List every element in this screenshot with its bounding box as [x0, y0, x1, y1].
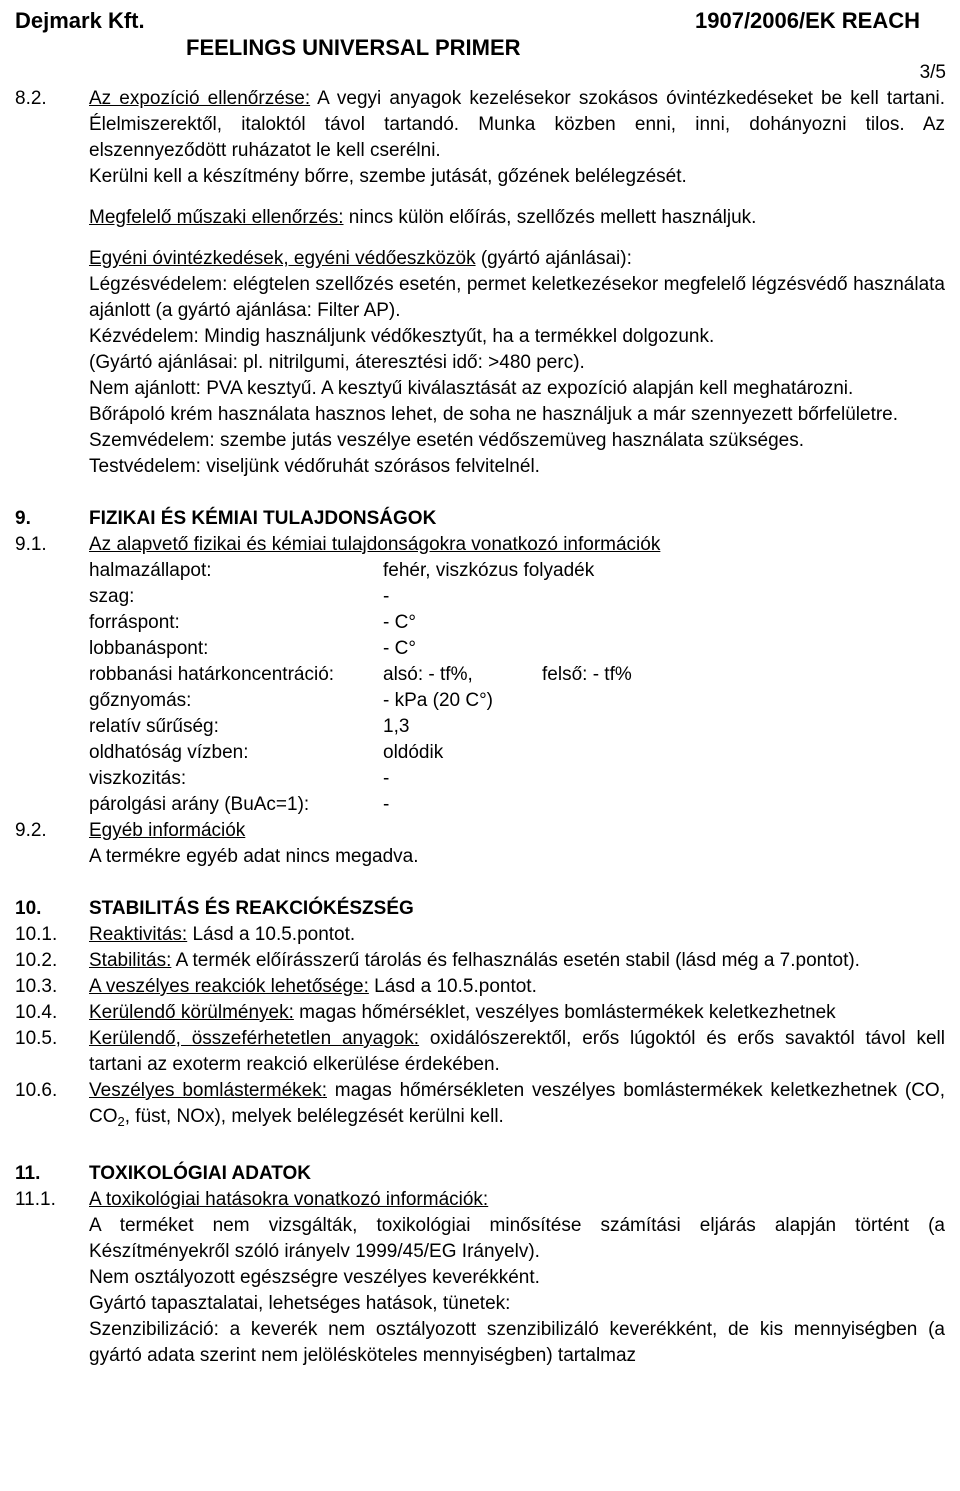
hand-protection-text: Kézvédelem: Mindig használjunk védőkesztyűt, ha a termékkel dolgozunk. [89, 326, 715, 347]
skin-care-text: Bőrápoló krém használata hasznos lehet, de soha ne használjuk a már szennyezett bőrfelületre. [89, 404, 899, 425]
engineering-control-paragraph [89, 205, 945, 231]
document-body [15, 86, 945, 1369]
section-number: 10.2. [15, 950, 58, 971]
property-extra [542, 714, 945, 740]
property-label: robbanási határkoncentráció: [89, 664, 335, 685]
property-label: lobbanáspont: [89, 638, 209, 659]
section-number: 10.3. [15, 976, 58, 997]
section-11-1 [15, 1187, 945, 1369]
section-10-2 [15, 948, 945, 974]
property-value: alsó: - tf%, [383, 664, 473, 685]
section-10-6 [15, 1078, 945, 1135]
toxicology-paragraph-3: Gyártó tapasztalatai, lehetséges hatások, tünetek: [89, 1293, 511, 1314]
company-name: Dejmark Kft. [15, 8, 145, 33]
item-title: Stabilitás: [89, 950, 172, 971]
section-number: 9.2. [15, 820, 47, 841]
section-number: 9. [15, 508, 31, 529]
ppe-title: Egyéni óvintézkedések, egyéni védőeszközök [89, 248, 476, 269]
section-number: 10. [15, 898, 42, 919]
glove-recommendation-text: (Gyártó ajánlásai: pl. nitrilgumi, áteresztési idő: >480 perc). [89, 352, 585, 373]
property-value: - [383, 794, 390, 815]
section-number: 11. [15, 1163, 41, 1184]
subsection-title: Egyéb információk [89, 820, 246, 841]
item-title: Kerülendő, összeférhetetlen anyagok: [89, 1028, 420, 1049]
item-title: Kerülendő körülmények: [89, 1002, 294, 1023]
property-extra: felső: - tf% [542, 664, 632, 685]
property-label: gőznyomás: [89, 690, 192, 711]
subscript-2: 2 [117, 1114, 125, 1129]
toxicology-paragraph-4: Szenzibilizáció: a keverék nem osztályozott szenzibilizáló keverékként, de kis mennyiségben (a gyártó adata szerint nem jelölésköteles mennyiségben) tartalmaz [89, 1319, 945, 1366]
properties-table [89, 558, 945, 818]
section-number: 10.1. [15, 924, 58, 945]
section-10-3 [15, 974, 945, 1000]
property-value: oldódik [383, 742, 444, 763]
property-extra [542, 584, 945, 610]
product-name: FEELINGS UNIVERSAL PRIMER [186, 35, 521, 60]
toxicology-paragraph-1: A terméket nem vizsgálták, toxikológiai minősítése számítási eljárás alapján történt (a Készítményekről szóló irányelv 1999/45/EG Irányelv). [89, 1215, 945, 1262]
property-extra [542, 740, 945, 766]
item-text: Lásd a 10.5.pontot. [368, 976, 537, 997]
eye-protection-text: Szemvédelem: szembe jutás veszélye esetén védőszemüveg használata szükséges. [89, 430, 804, 451]
engineering-control-text: nincs külön előírás, szellőzés mellett használjuk. [343, 207, 757, 228]
property-value: - C° [383, 638, 416, 659]
exposure-control-text: A vegyi anyagok kezelésekor szokásos óvintézkedéseket be kell tartani. Élelmiszerektől, italoktól távol tartandó. Munka közben enni, inni, dohányozni tilos. Az elszennyeződött ruházatot le kell cserélni. [89, 88, 946, 161]
property-value: - kPa (20 C°) [383, 690, 494, 711]
respiratory-protection-text: Légzésvédelem: elégtelen szellőzés esetén, permet keletkezésekor megfelelő légzésvédő használata ajánlott (a gyártó ajánlása: Filter AP). [89, 274, 945, 321]
toxicology-paragraph-2: Nem osztályozott egészségre veszélyes keverékként. [89, 1267, 540, 1288]
body-protection-text: Testvédelem: viseljünk védőruhát szórásos felvitelnél. [89, 456, 540, 477]
section-10-5 [15, 1026, 945, 1078]
section-number: 10.5. [15, 1028, 58, 1049]
property-value: - C° [383, 612, 416, 633]
section-number: 10.4. [15, 1002, 58, 1023]
section-number: 11.1. [15, 1189, 56, 1210]
property-value: - [383, 586, 390, 607]
property-label: halmazállapot: [89, 560, 212, 581]
item-text: A termék előírásszerű tárolás és felhasználás esetén stabil (lásd még a 7.pontot). [171, 950, 860, 971]
section-9-1 [15, 532, 945, 818]
property-extra [542, 636, 945, 662]
section-title: TOXIKOLÓGIAI ADATOK [89, 1163, 312, 1184]
property-label: oldhatóság vízben: [89, 742, 249, 763]
section-10-heading [15, 896, 945, 922]
section-number: 10.6. [15, 1080, 58, 1101]
property-extra [542, 792, 945, 818]
property-extra [542, 610, 945, 636]
exposure-control-title: Az expozíció ellenőrzése: [89, 88, 311, 109]
property-extra [542, 688, 945, 714]
subsection-title: Az alapvető fizikai és kémiai tulajdonságokra vonatkozó információk [89, 534, 661, 555]
avoid-contact-text: Kerülni kell a készítmény bőrre, szembe jutását, gőzének belélegzését. [89, 166, 687, 187]
ppe-heading [89, 246, 945, 272]
item-text: Lásd a 10.5.pontot. [187, 924, 356, 945]
section-title: FIZIKAI ÉS KÉMIAI TULAJDONSÁGOK [89, 508, 437, 529]
glove-not-recommended-text: Nem ajánlott: PVA kesztyű. A kesztyű kiválasztását az expozíció alapján kell meghatározni. [89, 378, 854, 399]
item-title: Reaktivitás: [89, 924, 188, 945]
item-text: oxidálószerektől, erős lúgoktól és erős savaktól távol kell tartani az exoterm reakció elkerülése érdekében. [89, 1028, 945, 1075]
item-text: magas hőmérsékleten veszélyes bomlástermékek keletkezhetnek (CO, CO [89, 1080, 945, 1127]
section-11-heading [15, 1161, 945, 1187]
engineering-control-title: Megfelelő műszaki ellenőrzés: [89, 207, 344, 228]
property-label: párolgási arány (BuAc=1): [89, 794, 310, 815]
section-number: 9.1. [15, 534, 47, 555]
other-info-text: A termékre egyéb adat nincs megadva. [89, 846, 419, 867]
page-number: 3/5 [919, 62, 946, 83]
property-value: 1,3 [383, 716, 410, 737]
regulation-reference: 1907/2006/EK REACH [695, 8, 921, 33]
property-label: szag: [89, 586, 135, 607]
property-label: viszkozitás: [89, 768, 187, 789]
property-extra [542, 558, 945, 584]
section-10-1 [15, 922, 945, 948]
ppe-title-tail: (gyártó ajánlásai): [475, 248, 632, 269]
property-label: relatív sűrűség: [89, 716, 219, 737]
section-10-4 [15, 1000, 945, 1026]
item-text-tail: , füst, NOx), melyek belélegzését kerülni kell. [124, 1106, 504, 1127]
property-extra [542, 766, 945, 792]
item-text: magas hőmérséklet, veszélyes bomlástermékek keletkezhetnek [293, 1002, 836, 1023]
item-title: A veszélyes reakciók lehetősége: [89, 976, 369, 997]
property-value: - [383, 768, 390, 789]
property-value: fehér, viszkózus folyadék [383, 560, 595, 581]
section-9-heading [15, 506, 945, 532]
exposure-control-paragraph [89, 86, 945, 164]
section-title: STABILITÁS ÉS REAKCIÓKÉSZSÉG [89, 898, 414, 919]
section-9-2 [15, 818, 945, 870]
property-label: forráspont: [89, 612, 180, 633]
item-title: Veszélyes bomlástermékek: [89, 1080, 327, 1101]
section-8-2 [15, 86, 945, 480]
section-number: 8.2. [15, 88, 47, 109]
subsection-title: A toxikológiai hatásokra vonatkozó információk: [89, 1189, 489, 1210]
